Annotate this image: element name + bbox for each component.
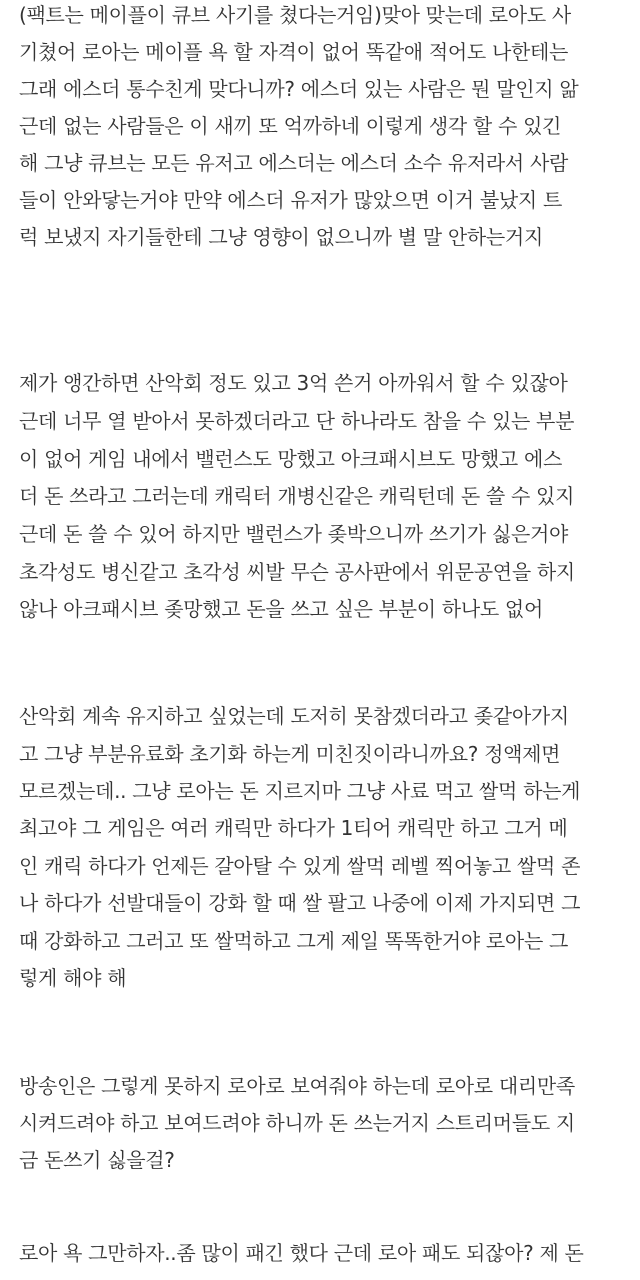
text-line: 산악회 계속 유지하고 싶었는데 도저히 못참겠더라고 좆같아가지	[19, 704, 569, 728]
text-line: 더 돈 쓰라고 그러는데 캐릭터 개병신같은 캐릭턴데 돈 쓸 수 있지	[19, 484, 575, 508]
text-line: 기쳤어 로아는 메이플 욕 할 자격이 없어 똑같애 적어도 나한테는	[19, 40, 569, 64]
text-line: 그래 에스더 통수친게 맞다니까? 에스더 있는 사람은 뭔 말인지 앎	[19, 77, 579, 101]
text-line: 럭 보냈지 자기들한테 그냥 영향이 없으니까 별 말 안하는거지	[19, 225, 543, 249]
text-line: 인 캐릭 하다가 언제든 갈아탈 수 있게 쌀먹 레벨 찍어놓고 쌀먹 존	[19, 854, 581, 878]
text-line: 시켜드려야 하고 보여드려야 하니까 돈 쓰는거지 스트리머들도 지	[19, 1111, 575, 1135]
text-line: 금 돈쓰기 싫을걸?	[19, 1148, 175, 1172]
text-line: 렇게 해야 해	[19, 966, 127, 990]
text-line: 제가 앵간하면 산악회 정도 있고 3억 쓴거 아까워서 할 수 있잖아	[19, 371, 568, 395]
text-line: 해 그냥 큐브는 모든 유저고 에스더는 에스더 소수 유저라서 사람	[19, 151, 569, 175]
text-line: 이 없어 게임 내에서 밸런스도 망했고 아크패시브도 망했고 에스	[19, 447, 562, 471]
text-line: 않나 아크패시브 좆망했고 돈을 쓰고 싶은 부분이 하나도 없어	[19, 597, 543, 621]
text-line: 로아 욕 그만하자..좀 많이 패긴 했다 근데 로아 패도 되잖아? 제 돈	[19, 1241, 584, 1265]
text-line: 근데 없는 사람들은 이 새끼 또 억까하네 이렇게 생각 할 수 있긴	[19, 114, 562, 138]
text-line: 방송인은 그렇게 못하지 로아로 보여줘야 하는데 로아로 대리만족	[19, 1074, 575, 1098]
text-line: (팩트는 메이플이 큐브 사기를 쳤다는거임)맞아 맞는데 로아도 사	[19, 3, 571, 27]
text-line: 근데 돈 쓸 수 있어 하지만 밸런스가 좆박으니까 쓰기가 싫은거야	[19, 522, 569, 546]
text-line: 들이 안와닿는거야 만약 에스더 유저가 많았으면 이거 불났지 트	[19, 188, 562, 212]
text-line: 나 하다가 선발대들이 강화 할 때 쌀 팔고 나중에 이제 가지되면 그	[19, 891, 581, 915]
text-line: 때 강화하고 그러고 또 쌀먹하고 그게 제일 똑똑한거야 로아는 그	[19, 929, 569, 953]
text-line: 최고야 그 게임은 여러 캐릭만 하다가 1티어 캐릭만 하고 그거 메	[19, 816, 568, 840]
text-line: 모르겠는데.. 그냥 로아는 돈 지르지마 그냥 사료 먹고 쌀먹 하는게	[19, 779, 581, 803]
text-line: 고 그냥 부분유료화 초기화 하는게 미친짓이라니까요? 정액제면	[19, 742, 561, 766]
text-line: 근데 너무 열 받아서 못하겠더라고 단 하나라도 참을 수 있는 부분	[19, 409, 575, 433]
text-line: 초각성도 병신같고 초각성 씨발 무슨 공사판에서 위문공연을 하지	[19, 560, 575, 584]
